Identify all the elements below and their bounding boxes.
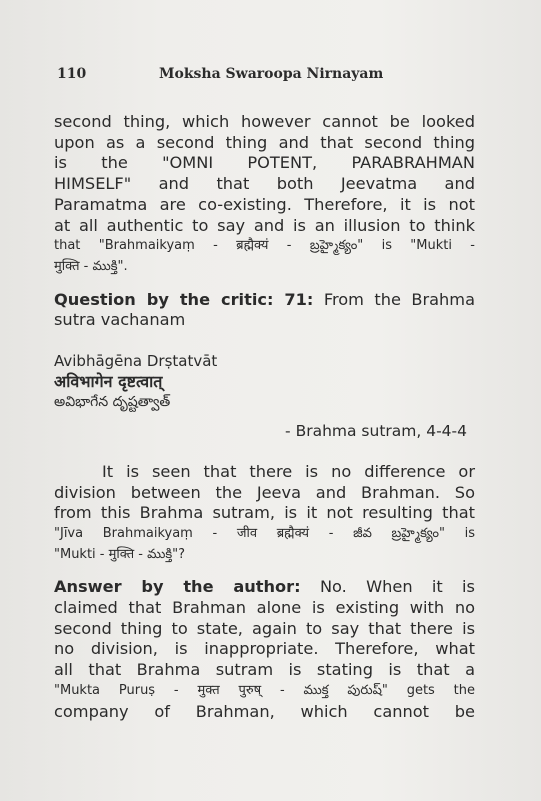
page-body — [54, 112, 475, 722]
text-line: मुक्ति - ముక్తి". — [54, 258, 128, 274]
running-title: Moksha Swaroopa Nirnayam — [159, 66, 384, 82]
text-line: claimed that Brahman alone is existing with no — [54, 598, 475, 618]
question-label: Question by the critic: 71: — [54, 289, 314, 309]
sutra-roman: Avibhāgēna Drṣtatvāt — [54, 352, 218, 371]
page-number: 110 — [57, 66, 87, 82]
text-line: all that Brahma sutram is stating is that a — [54, 660, 475, 680]
text-line: Paramatma are co-existing. Therefore, it is not — [54, 194, 475, 214]
text-line: no division, is inappropriate. Therefore, what — [54, 639, 475, 659]
text-line: "Mukti - मुक्ति - ముక్తి"? — [54, 546, 186, 562]
text-line: from this Brahma sutram, is it not resulting that — [54, 503, 475, 523]
paragraph-1 — [54, 112, 475, 278]
text-line: second thing to state, again to say that there is — [54, 618, 475, 638]
text-line: upon as a second thing and that second thing — [54, 132, 475, 152]
text-line: sutra vachanam — [54, 310, 186, 330]
text-line: From the Brahma — [323, 289, 475, 309]
text-line: that "Brahmaikyaṃ - ब्रह्मैक्यं - బ్రహ్మైక్యం" is "Mukti - — [54, 238, 475, 254]
sutra-devanagari: अविभागेन दृष्टत्वात् — [54, 371, 163, 391]
sutra-reference: - Brahma sutram, 4-4-4 — [285, 422, 467, 441]
sutra-telugu: అవిభాగేన దృష్టత్వాత్ — [54, 394, 171, 411]
text-line: "Mukta Puruṣ - मुक्त पुरुष् - ముక్త పురుష్" gets the — [54, 682, 475, 698]
text-line: HIMSELF" and that both Jeevatma and — [54, 174, 475, 194]
critic-question — [54, 290, 475, 331]
page-header — [57, 66, 477, 88]
answer-label: Answer by the author: — [54, 577, 301, 597]
author-answer — [54, 577, 475, 722]
text-line: No. When it is — [319, 577, 475, 597]
text-line: division between the Jeeva and Brahman. So — [54, 482, 475, 502]
text-line: is the "OMNI POTENT, PARABRAHMAN — [54, 153, 475, 173]
text-line: at all authentic to say and is an illusion to think — [54, 215, 475, 235]
sutra-block — [54, 351, 475, 442]
text-line: "Jīva Brahmaikyaṃ - जीव ब्रह्मैक्यं - జీవ బ్రహ్మైక్యం" is — [54, 525, 475, 541]
text-line: company of Brahman, which cannot be — [54, 701, 475, 721]
text-line: It is seen that there is no difference or — [102, 461, 475, 481]
paragraph-2 — [54, 462, 475, 566]
text-line: second thing, which however cannot be looked — [54, 112, 475, 131]
